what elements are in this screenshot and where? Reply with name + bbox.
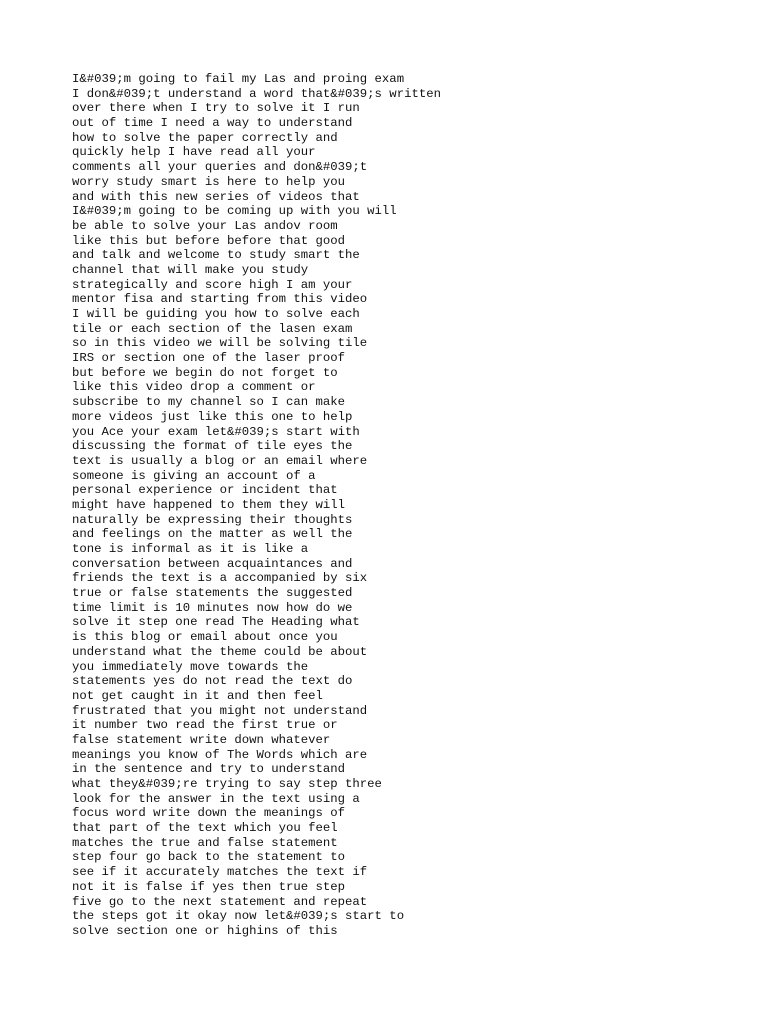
transcript-line: but before we begin do not forget to xyxy=(72,365,338,380)
transcript-line: solve it step one read The Heading what xyxy=(72,615,360,630)
transcript-line: matches the true and false statement xyxy=(72,835,338,850)
transcript-line: see if it accurately matches the text if xyxy=(72,865,368,880)
transcript-line: step four go back to the statement to xyxy=(72,850,346,865)
transcript-line: you Ace your exam let&#039;s start with xyxy=(72,424,360,439)
transcript-line: the steps got it okay now let&#039;s start to xyxy=(72,909,405,924)
transcript-line: personal experience or incident that xyxy=(72,483,338,498)
transcript-line: mentor fisa and starting from this video xyxy=(72,292,368,307)
transcript-line: and talk and welcome to study smart the xyxy=(72,248,360,263)
transcript-line: statements yes do not read the text do xyxy=(72,674,353,689)
transcript-line: I don&#039;t understand a word that&#039;s written xyxy=(72,86,441,101)
transcript-line: how to solve the paper correctly and xyxy=(72,130,338,145)
transcript-line: IRS or section one of the laser proof xyxy=(72,351,346,366)
transcript-line: I&#039;m going to be coming up with you will xyxy=(72,204,397,219)
transcript-line: understand what the theme could be about xyxy=(72,644,368,659)
transcript-line: I&#039;m going to fail my Las and proing exam xyxy=(72,72,405,86)
transcript-line: what they&#039;re trying to say step three xyxy=(72,777,382,791)
transcript-line: that part of the text which you feel xyxy=(72,821,338,836)
transcript-line: discussing the format of tile eyes the xyxy=(72,439,353,454)
transcript-line: friends the text is a accompanied by six xyxy=(72,571,368,586)
transcript-line: over there when I try to solve it I run xyxy=(72,101,360,116)
transcript-line: be able to solve your Las andov room xyxy=(72,218,338,233)
transcript-line: look for the answer in the text using a xyxy=(72,791,360,806)
transcript-line: in the sentence and try to understand xyxy=(72,762,346,777)
transcript-line: not it is false if yes then true step xyxy=(72,879,346,894)
transcript-line: like this video drop a comment or xyxy=(72,380,316,395)
transcript-line: might have happened to them they will xyxy=(72,497,346,512)
transcript-line: out of time I need a way to understand xyxy=(72,116,353,131)
transcript-line: and with this new series of videos that xyxy=(72,189,360,204)
transcript-line: not get caught in it and then feel xyxy=(72,688,323,703)
transcript-line: meanings you know of The Words which are xyxy=(72,747,368,762)
transcript-line: true or false statements the suggested xyxy=(72,586,353,601)
transcript-line: subscribe to my channel so I can make xyxy=(72,395,346,410)
transcript-line: text is usually a blog or an email where xyxy=(72,453,368,468)
transcript-line: frustrated that you might not understand xyxy=(72,703,368,718)
transcript-line: and feelings on the matter as well the xyxy=(72,527,353,542)
transcript-line: someone is giving an account of a xyxy=(72,468,316,483)
transcript-line: channel that will make you study xyxy=(72,262,309,277)
transcript-line: false statement write down whatever xyxy=(72,732,331,747)
transcript-line: conversation between acquaintances and xyxy=(72,556,353,571)
transcript-line: so in this video we will be solving tile xyxy=(72,336,368,351)
transcript-line: five go to the next statement and repeat xyxy=(72,894,368,909)
transcript-line: worry study smart is here to help you xyxy=(72,174,346,189)
transcript-line: comments all your queries and don&#039;t xyxy=(72,160,368,175)
transcript-text xyxy=(72,72,441,939)
transcript-line: it number two read the first true or xyxy=(72,718,338,733)
transcript-line: tone is informal as it is like a xyxy=(72,542,309,556)
transcript-line: is this blog or email about once you xyxy=(72,630,338,645)
transcript-line: tile or each section of the lasen exam xyxy=(72,321,353,336)
transcript-line: naturally be expressing their thoughts xyxy=(72,512,353,527)
transcript-line: focus word write down the meanings of xyxy=(72,806,346,821)
transcript-line: more videos just like this one to help xyxy=(72,409,353,424)
transcript-line: like this but before before that good xyxy=(72,233,346,248)
transcript-line: quickly help I have read all your xyxy=(72,145,316,160)
transcript-line: I will be guiding you how to solve each xyxy=(72,307,360,321)
transcript-line: strategically and score high I am your xyxy=(72,277,353,292)
transcript-line: solve section one or highins of this xyxy=(72,923,338,938)
transcript-line: time limit is 10 minutes now how do we xyxy=(72,600,353,615)
transcript-line: you immediately move towards the xyxy=(72,659,309,674)
